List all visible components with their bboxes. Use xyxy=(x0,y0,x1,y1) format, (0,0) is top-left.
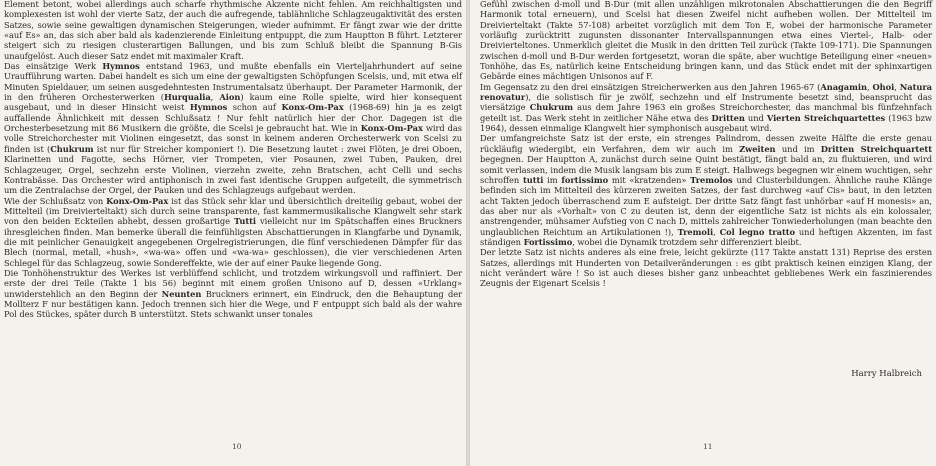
paragraph xyxy=(480,0,932,82)
bold-term: Chukrum xyxy=(529,102,573,113)
paragraph xyxy=(480,82,932,134)
paragraph xyxy=(4,196,462,268)
text-run: , xyxy=(713,226,720,237)
bold-term: Dritten xyxy=(711,112,745,123)
bold-term: Tremoli xyxy=(677,226,714,237)
right-page-number: 11 xyxy=(703,442,713,451)
bold-term: Fortissimo xyxy=(523,236,573,247)
text-run: ), die solistisch für je zwölf, sechzehn und elf Instrumente besetzt sind, beansprucht das viersätzige xyxy=(480,92,932,113)
bold-term: Hurqualia xyxy=(163,92,211,103)
author-signature: Harry Halbreich xyxy=(851,369,922,379)
text-run: im xyxy=(543,174,562,185)
text-run: und Clusterbildungen. Ähnliche rauhe Klänge befinden sich im Mittelteil des kürzeren zweiten Satzes, der fast durchweg «auf Cis» baut, in den letzten acht Takten jedoch überraschend zum E aufsteigt. Der dritte Satz fängt fast unhörbar «auf H monesis» an, das aber nur als «Vorhalt» von C zu deuten ist, denn der eigentliche Satz ist nichts als ein kolossaler, anstrengender, mühsamer Aufstieg von C nach D, mittels zahlreicher Tonwiederholungen (man beachte den unglaublichen Reichtum an Artikulationen !), xyxy=(480,174,932,237)
bold-term: Dritten Streichquartett xyxy=(820,143,932,154)
bold-term: Col legno tratto xyxy=(719,226,795,237)
bold-term: Natura renovatur xyxy=(480,81,932,103)
bold-term: Zweiten xyxy=(739,143,776,154)
text-run: ) kaum eine Rolle spielte, wird hier konsequent ausgebaut, und in dieser Hinsicht weist xyxy=(4,92,462,113)
paragraph xyxy=(4,268,462,320)
text-run: und im xyxy=(775,143,821,154)
text-run: mit «kratzenden» xyxy=(608,174,691,185)
bold-term: Anagamin xyxy=(820,81,867,92)
right-page xyxy=(470,0,936,466)
text-run: , xyxy=(894,81,900,92)
text-run: , xyxy=(210,92,220,103)
text-run: Der letzte Satz ist nichts anderes als eine freie, leicht gekürzte (117 Takte anstatt 131) Reprise des ersten Satzes, allerdings mit Hunderten von Detailveränderungen : es gibt praktisch keinen einzigen Klang, der nicht verändert wäre ! So ist auch dieses bisher ganz unbeachtet gebliebenes Werk ein faszinierendes Zeugnis der Eigenart Scelsis ! xyxy=(480,247,932,289)
text-run: Wie der Schlußsatz von xyxy=(4,195,107,206)
bold-term: tutti xyxy=(522,174,544,185)
bold-term: Ohoi xyxy=(872,81,895,92)
bold-term: Konx-Om-Pax xyxy=(106,195,169,206)
text-run: Bruckners erinnert, ein Eindruck, den die Behauptung der Mollterz F nur bestätigen kann. Jedoch trennen sich hier die Wege, und F entpuppt sich bald als der wahre Pol des Stückes, später durch B unterstützt. Stets schwankt unser tonales xyxy=(4,288,462,320)
text-run: ist das Stück sehr klar und übersichtlich dreiteilig gebaut, wobei der Mittelteil (im Dreivierteltakt) sich durch seine transparente, fast kammermusikalische Klangwelt sehr stark von den beiden Eckteilen abhebt, dessen großartige xyxy=(4,195,463,227)
text-run: , xyxy=(866,81,873,92)
text-run: wird das volle Streichorchester mit Violinen eingesetzt, das sonst in keinem anderen Orchesterwerk von Scelsi zu finden ist ( xyxy=(4,123,463,154)
text-run: Der umfangreichste Satz ist der erste, ein strenges Palindrom, dessen zweite Hälfte die erste genau rückläufig wiedergibt, ein Verfahren, dem wir auch im xyxy=(480,133,932,154)
bold-term: Konx-Om-Pax xyxy=(281,102,344,113)
text-run: entstand 1963, und mußte ebenfalls ein Vierteljahrhundert auf seine Uraufführung warten. Dabei handelt es sich um eine der gewaltigsten Schöpfungen Scelsis, und, mit etwa elf Minuten Spieldauer, um seinen ausgedehntesten Instrumentalsatz überhaupt. Der Parameter Harmonik, der in den früheren Orchesterwerken ( xyxy=(4,61,463,103)
text-run: Element betont, wobei allerdings auch scharfe rhythmische Akzente nicht fehlen. Am reichhaltigsten und komplexesten ist wohl der vierte Satz, der auch die aufregende, tablähnliche Schlagzeugaktivität des ersten Satzes, sowie seine gewaltigen dynamischen Steigerungen, wieder aufnimmt. Er fängt zwar wie der dritte «auf Es» an, das sich aber bald als kadenzierende Einleitung entpuppt, die zum Hauptton B führt. Letzterer steigert sich zu riesigen clusterartigen Ballungen, und bis zum Schluß bleibt die Spannung B-Gis unaufgelöst. Auch dieser Satz endet mit maximaler Kraft. xyxy=(4,0,462,61)
bold-term: Hymnos xyxy=(102,61,140,72)
bold-term: Tutti xyxy=(233,216,256,227)
text-run: und heftigen Akzenten, im fast ständigen xyxy=(480,226,932,247)
paragraph xyxy=(480,133,932,247)
right-page-text xyxy=(480,0,932,289)
bold-term: Neunten xyxy=(161,288,202,299)
left-page xyxy=(0,0,466,466)
text-run: Gefühl zwischen d-moll und B-Dur (mit allen unzähligen mikrotonalen Abschattierungen die den Begriff Harmonik total erneuern), und Scelsi hat diesen Zweifel nicht aufheben wollen. Der Mittelteil im Dreivierteltakt (Takte 57-108) arbeitet vorzüglich mit dem Ton E, wobei der harmonische Parameter vorläufig zurücktritt zugunsten dissonanter Intervallspannungen etwa eines Viertel-, Halb- oder Dreivierteltones. Unmerklich gleitet die Musik in den dritten Teil zurück (Takte 109-171). Die Spannungen zwischen d-moll und B-Dur werden fortgesetzt, woran die späte, aber wuchtige Beteiligung einer «neuen» Tonhöhe, das Es, natürlich keine Entscheidung bringen kann, und das Stück endet mit der sphinxartigen Gebärde eines mächtigen Unisonos auf F. xyxy=(480,0,932,82)
text-run: und xyxy=(744,112,767,123)
bold-term: Hymnos xyxy=(189,102,228,113)
bold-term: Chukrum xyxy=(50,143,94,154)
text-run: ist nur für Streicher komponiert !). Die Besetzung lautet : zwei Flöten, je drei Oboen, Klarinetten und Fagotte, sechs Hörner, vier Trompeten, vier Posaunen, zwei Tuben, Pauken, drei Schlagzeuger, Orgel, sechzehn erste Violinen, vierzehn zweite, zehn Bratschen, acht Celli und sechs Kontrabässe. Das Orchester wird antiphonisch in zwei fast identische Gruppen aufgeteilt, die symmetrisch um die Zentralachse der Orgel, der Pauken und des Schlagzeugs aufgebaut werden. xyxy=(4,143,462,196)
left-page-text xyxy=(4,0,462,320)
paragraph xyxy=(4,0,462,61)
paragraph xyxy=(4,61,462,195)
text-run: aus dem Jahre 1963 ein großes Streichorchester, das manchmal bis fünfzehnfach geteilt ist. Das Werk steht in zeitlicher Nähe etwa des xyxy=(480,102,932,123)
text-run: Im Gegensatz zu den drei einsätzigen Streicherwerken aus den Jahren 1965-67 ( xyxy=(480,81,821,92)
text-run: , wobei die Dynamik trotzdem sehr differenziert bleibt. xyxy=(572,236,802,247)
text-run: Das einsätzige Werk xyxy=(4,61,103,72)
text-run: vielleicht nur im Spätschaffen eines Bruckners ihresgleichen finden. Man bemerke überall die feinfühligsten Abschattierungen in Klangfarbe und Dynamik, die mit peinlicher Genauigkeit angegebenen Orgelregistrierungen, die fünf verschiedenen Dämpfer für das Blech (normal, metall, «hush», «wa-wa» offen und «wa-wa» geschlossen), die vier verschiedenen Arten Schlegel für das Schlagzeug, sowie Sondereffekte, wie der auf einer Pauke liegende Gong. xyxy=(4,216,462,268)
text-run: schon auf xyxy=(227,102,282,113)
bold-term: Vierten Streichquartettes xyxy=(766,112,886,123)
bold-term: Konx-Om-Pax xyxy=(360,123,423,134)
text-run: begegnen. Der Hauptton A, zunächst durch seine Quint bestätigt, fängt bald an, zu fluktuieren, und wird somit verlassen, indem die Musik langsam bis zum E steigt. Halbwegs begegnen wir einem wuchtigen, sehr schroffen xyxy=(480,154,932,185)
text-run: (1963 bzw 1964), dessen einmalige Klangwelt hier symphonisch ausgebaut wird. xyxy=(480,112,932,134)
paragraph xyxy=(480,247,932,288)
text-run: (1968-69) hin ja es zeigt auffallende Ähnlichkeit mit dessen Schlußsatz ! Nur fehlt natürlich hier der Chor. Dagegen ist die Orchesterbesetzung mit 86 Musikern die größte, die Scelsi je gebraucht hat. Wie in xyxy=(4,102,462,134)
bold-term: Tremolos xyxy=(690,174,733,185)
bold-term: Aion xyxy=(219,92,241,103)
bold-term: fortissimo xyxy=(561,174,609,185)
left-page-number: 10 xyxy=(232,442,242,451)
text-run: Die Tonhöhenstruktur des Werkes ist verblüffend schlicht, und trotzdem wirkungsvoll und raffiniert. Der erste der drei Teile (Takte 1 bis 56) beginnt mit einem großen Unisono auf D, dessen «Urklang» unwiderstehlich an den Beginn der xyxy=(4,267,462,299)
